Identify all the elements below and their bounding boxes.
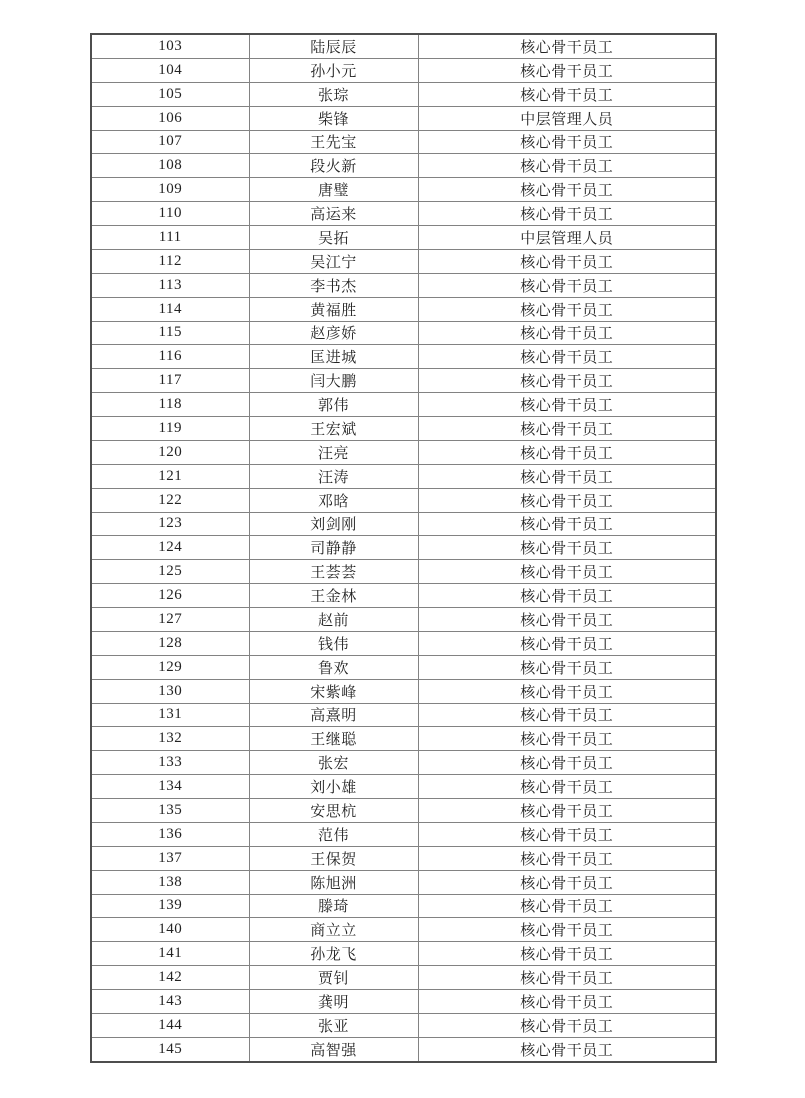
row-number-cell: 105 — [91, 82, 249, 106]
employee-name-cell: 陆辰辰 — [249, 34, 418, 58]
table-row — [91, 321, 716, 345]
employee-category-cell: 核心骨干员工 — [418, 846, 716, 870]
employee-name-cell: 王宏斌 — [249, 417, 418, 441]
row-number-cell: 128 — [91, 631, 249, 655]
employee-category-cell: 核心骨干员工 — [418, 369, 716, 393]
row-number-cell: 110 — [91, 202, 249, 226]
employee-category-cell: 核心骨干员工 — [418, 249, 716, 273]
table-row — [91, 1013, 716, 1037]
table-row — [91, 226, 716, 250]
row-number-cell: 103 — [91, 34, 249, 58]
employee-category-cell: 核心骨干员工 — [418, 417, 716, 441]
employee-category-cell: 核心骨干员工 — [418, 775, 716, 799]
row-number-cell: 106 — [91, 106, 249, 130]
employee-category-cell: 核心骨干员工 — [418, 297, 716, 321]
table-row — [91, 369, 716, 393]
employee-category-cell: 核心骨干员工 — [418, 799, 716, 823]
row-number-cell: 114 — [91, 297, 249, 321]
table-row — [91, 584, 716, 608]
employee-category-cell: 中层管理人员 — [418, 226, 716, 250]
row-number-cell: 125 — [91, 560, 249, 584]
employee-name-cell: 高运来 — [249, 202, 418, 226]
row-number-cell: 109 — [91, 178, 249, 202]
employee-category-cell: 核心骨干员工 — [418, 584, 716, 608]
employee-name-cell: 商立立 — [249, 918, 418, 942]
employee-category-cell: 核心骨干员工 — [418, 822, 716, 846]
row-number-cell: 104 — [91, 58, 249, 82]
employee-name-cell: 吴江宁 — [249, 249, 418, 273]
row-number-cell: 122 — [91, 488, 249, 512]
employee-name-cell: 柴锋 — [249, 106, 418, 130]
employee-name-cell: 匡进城 — [249, 345, 418, 369]
employee-name-cell: 邓晗 — [249, 488, 418, 512]
table-row — [91, 751, 716, 775]
row-number-cell: 123 — [91, 512, 249, 536]
employee-name-cell: 龚明 — [249, 990, 418, 1014]
employee-name-cell: 刘剑刚 — [249, 512, 418, 536]
employee-name-cell: 王继聪 — [249, 727, 418, 751]
row-number-cell: 144 — [91, 1013, 249, 1037]
table-row — [91, 990, 716, 1014]
row-number-cell: 134 — [91, 775, 249, 799]
row-number-cell: 141 — [91, 942, 249, 966]
row-number-cell: 107 — [91, 130, 249, 154]
employee-category-cell: 中层管理人员 — [418, 106, 716, 130]
employee-category-cell: 核心骨干员工 — [418, 966, 716, 990]
table-row — [91, 775, 716, 799]
table-row — [91, 130, 716, 154]
employee-name-cell: 闫大鹏 — [249, 369, 418, 393]
row-number-cell: 137 — [91, 846, 249, 870]
employee-name-cell: 孙龙飞 — [249, 942, 418, 966]
table-row — [91, 918, 716, 942]
employee-category-cell: 核心骨干员工 — [418, 393, 716, 417]
employee-name-cell: 王先宝 — [249, 130, 418, 154]
employee-name-cell: 宋紫峰 — [249, 679, 418, 703]
row-number-cell: 139 — [91, 894, 249, 918]
table-row — [91, 440, 716, 464]
table-row — [91, 536, 716, 560]
employee-name-cell: 王保贺 — [249, 846, 418, 870]
employee-name-cell: 赵彦娇 — [249, 321, 418, 345]
row-number-cell: 136 — [91, 822, 249, 846]
row-number-cell: 135 — [91, 799, 249, 823]
employee-category-cell: 核心骨干员工 — [418, 130, 716, 154]
employee-name-cell: 汪亮 — [249, 440, 418, 464]
table-row — [91, 345, 716, 369]
employee-name-cell: 高智强 — [249, 1037, 418, 1062]
row-number-cell: 120 — [91, 440, 249, 464]
row-number-cell: 145 — [91, 1037, 249, 1062]
table-row — [91, 106, 716, 130]
row-number-cell: 126 — [91, 584, 249, 608]
row-number-cell: 138 — [91, 870, 249, 894]
employee-category-cell: 核心骨干员工 — [418, 751, 716, 775]
employee-category-cell: 核心骨干员工 — [418, 560, 716, 584]
employee-category-cell: 核心骨干员工 — [418, 942, 716, 966]
employee-category-cell: 核心骨干员工 — [418, 894, 716, 918]
employee-name-cell: 吴拓 — [249, 226, 418, 250]
employee-name-cell: 赵前 — [249, 608, 418, 632]
table-row — [91, 393, 716, 417]
table-row — [91, 297, 716, 321]
row-number-cell: 112 — [91, 249, 249, 273]
row-number-cell: 113 — [91, 273, 249, 297]
employee-category-cell: 核心骨干员工 — [418, 679, 716, 703]
row-number-cell: 143 — [91, 990, 249, 1014]
employee-category-cell: 核心骨干员工 — [418, 34, 716, 58]
table-row — [91, 679, 716, 703]
row-number-cell: 133 — [91, 751, 249, 775]
table-row — [91, 631, 716, 655]
employee-category-cell: 核心骨干员工 — [418, 273, 716, 297]
table-row — [91, 727, 716, 751]
employee-name-cell: 汪涛 — [249, 464, 418, 488]
table-row — [91, 560, 716, 584]
table-row — [91, 655, 716, 679]
employee-name-cell: 滕琦 — [249, 894, 418, 918]
employee-roster-table — [90, 33, 717, 1063]
table-row — [91, 249, 716, 273]
row-number-cell: 129 — [91, 655, 249, 679]
row-number-cell: 117 — [91, 369, 249, 393]
table-row — [91, 894, 716, 918]
table-row — [91, 703, 716, 727]
table-row — [91, 58, 716, 82]
table-row — [91, 82, 716, 106]
roster-table-body — [91, 34, 716, 1062]
employee-name-cell: 郭伟 — [249, 393, 418, 417]
employee-category-cell: 核心骨干员工 — [418, 631, 716, 655]
employee-category-cell: 核心骨干员工 — [418, 990, 716, 1014]
employee-name-cell: 鲁欢 — [249, 655, 418, 679]
row-number-cell: 108 — [91, 154, 249, 178]
row-number-cell: 121 — [91, 464, 249, 488]
employee-name-cell: 安思杭 — [249, 799, 418, 823]
table-row — [91, 942, 716, 966]
employee-category-cell: 核心骨干员工 — [418, 1013, 716, 1037]
table-row — [91, 608, 716, 632]
row-number-cell: 119 — [91, 417, 249, 441]
table-row — [91, 488, 716, 512]
employee-name-cell: 段火新 — [249, 154, 418, 178]
employee-name-cell: 黄福胜 — [249, 297, 418, 321]
employee-name-cell: 张琮 — [249, 82, 418, 106]
employee-category-cell: 核心骨干员工 — [418, 440, 716, 464]
table-row — [91, 154, 716, 178]
employee-name-cell: 贾钊 — [249, 966, 418, 990]
employee-category-cell: 核心骨干员工 — [418, 608, 716, 632]
employee-category-cell: 核心骨干员工 — [418, 727, 716, 751]
table-row — [91, 417, 716, 441]
employee-name-cell: 李书杰 — [249, 273, 418, 297]
employee-name-cell: 范伟 — [249, 822, 418, 846]
employee-name-cell: 王荟荟 — [249, 560, 418, 584]
table-row — [91, 822, 716, 846]
employee-category-cell: 核心骨干员工 — [418, 82, 716, 106]
employee-name-cell: 高熹明 — [249, 703, 418, 727]
employee-name-cell: 张宏 — [249, 751, 418, 775]
employee-category-cell: 核心骨干员工 — [418, 58, 716, 82]
row-number-cell: 127 — [91, 608, 249, 632]
employee-category-cell: 核心骨干员工 — [418, 202, 716, 226]
employee-name-cell: 孙小元 — [249, 58, 418, 82]
employee-category-cell: 核心骨干员工 — [418, 918, 716, 942]
row-number-cell: 132 — [91, 727, 249, 751]
row-number-cell: 124 — [91, 536, 249, 560]
table-row — [91, 799, 716, 823]
table-row — [91, 1037, 716, 1062]
table-row — [91, 512, 716, 536]
employee-name-cell: 王金林 — [249, 584, 418, 608]
table-row — [91, 178, 716, 202]
employee-category-cell: 核心骨干员工 — [418, 512, 716, 536]
employee-category-cell: 核心骨干员工 — [418, 870, 716, 894]
employee-name-cell: 张亚 — [249, 1013, 418, 1037]
table-row — [91, 966, 716, 990]
row-number-cell: 116 — [91, 345, 249, 369]
employee-name-cell: 陈旭洲 — [249, 870, 418, 894]
employee-name-cell: 钱伟 — [249, 631, 418, 655]
row-number-cell: 140 — [91, 918, 249, 942]
employee-category-cell: 核心骨干员工 — [418, 178, 716, 202]
employee-category-cell: 核心骨干员工 — [418, 536, 716, 560]
employee-category-cell: 核心骨干员工 — [418, 488, 716, 512]
row-number-cell: 142 — [91, 966, 249, 990]
employee-name-cell: 司静静 — [249, 536, 418, 560]
employee-category-cell: 核心骨干员工 — [418, 464, 716, 488]
row-number-cell: 115 — [91, 321, 249, 345]
employee-category-cell: 核心骨干员工 — [418, 703, 716, 727]
row-number-cell: 131 — [91, 703, 249, 727]
employee-category-cell: 核心骨干员工 — [418, 1037, 716, 1062]
table-row — [91, 846, 716, 870]
employee-name-cell: 刘小雄 — [249, 775, 418, 799]
row-number-cell: 111 — [91, 226, 249, 250]
employee-name-cell: 唐璧 — [249, 178, 418, 202]
table-row — [91, 34, 716, 58]
table-row — [91, 870, 716, 894]
table-row — [91, 464, 716, 488]
employee-category-cell: 核心骨干员工 — [418, 154, 716, 178]
table-row — [91, 202, 716, 226]
employee-category-cell: 核心骨干员工 — [418, 655, 716, 679]
table-row — [91, 273, 716, 297]
employee-category-cell: 核心骨干员工 — [418, 345, 716, 369]
employee-category-cell: 核心骨干员工 — [418, 321, 716, 345]
row-number-cell: 118 — [91, 393, 249, 417]
row-number-cell: 130 — [91, 679, 249, 703]
